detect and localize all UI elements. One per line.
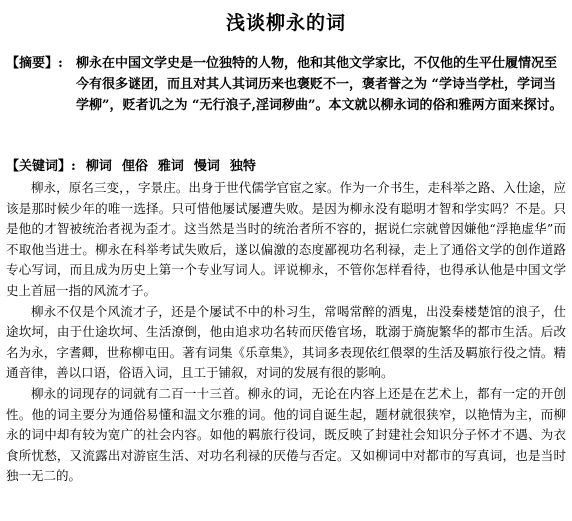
- paragraph: 柳永的词现存的词就有二百一十三首。柳永的词，无论在内容上还是在艺术上，都有一定的开创性。他的词主要分为通俗易懂和温文尔雅的词。他的词自诞生起，题材就很狭窄，以艳情为主，而柳永的词中却有较为宽广的社会内容。如他的羁旅行役词，既反映了封建社会知识分子怀才不遇、为衣食所忧愁，又流露出对游宦生活、对功名利禄的厌倦与否定。又如柳词中对都市的写真词，也是当时独一无二的。: [6, 385, 566, 484]
- abstract-section: [6, 53, 566, 116]
- keywords-label: 【关键词】:: [6, 159, 76, 174]
- abstract-label: 【摘要】:: [6, 56, 63, 71]
- keyword-item: 独特: [229, 159, 256, 174]
- keywords-section: [6, 157, 566, 177]
- keyword-item: 俚俗: [121, 159, 148, 174]
- paragraph: 柳永，原名三变，，字景庄。出身于世代儒学官宦之家。作为一介书生，走科举之路、入仕途，应该是那时候少年的唯一选择。只可惜他屡试屡遭失败。是因为柳永没有聪明才智和学实吗？不是。只是他的才智被统治者视为歪才。这当然是当时的统治者所不容的，据说仁宗就曾因嫌他“浮艳虚华”而不取他当进士。柳永在科举考试失败后，遂以偏激的态度鄙视功名利禄，走上了通俗文学的创作道路专心写词，而且成为历史上第一个专业写词人。评说柳永，不管你怎样看待，也得承认他是中国文学史上首屈一指的风流才子。: [6, 180, 566, 298]
- document-title: 浅谈柳永的词: [225, 12, 346, 34]
- paragraph: 柳永不仅是个风流才子，还是个屡试不中的朴习生，常喝常醉的酒鬼，出没秦楼楚馆的浪子，仕途坎坷，由于仕途坎坷、生活潦倒，他由追求功名转而厌倦官场，耽溺于旖旎繁华的都市生活。后改名为永，字耆卿，世称柳屯田。著有词集《乐章集》，其词多表现依红偎翠的生活及羁旅行役之情。精通音律，善以口语，俗语入词，且工于铺叙，对词的发展有很的影响。: [6, 303, 566, 381]
- body-text: [6, 178, 566, 487]
- keyword-item: 雅词: [157, 159, 184, 174]
- keyword-item: 慢词: [193, 159, 220, 174]
- keyword-item: 柳词: [85, 159, 112, 174]
- abstract-text: 柳永在中国文学史是一位独特的人物，他和其他文学家比，不仅他的生平仕履情况至今有很多谜团，而且对其人其词历来也褒贬不一，褒者誉之为 “学诗当学杜，学词当学柳”，贬者讥之为 “无行浪子,淫词秽曲”。本文就以柳永词的俗和雅两方面来探讨。: [76, 56, 563, 113]
